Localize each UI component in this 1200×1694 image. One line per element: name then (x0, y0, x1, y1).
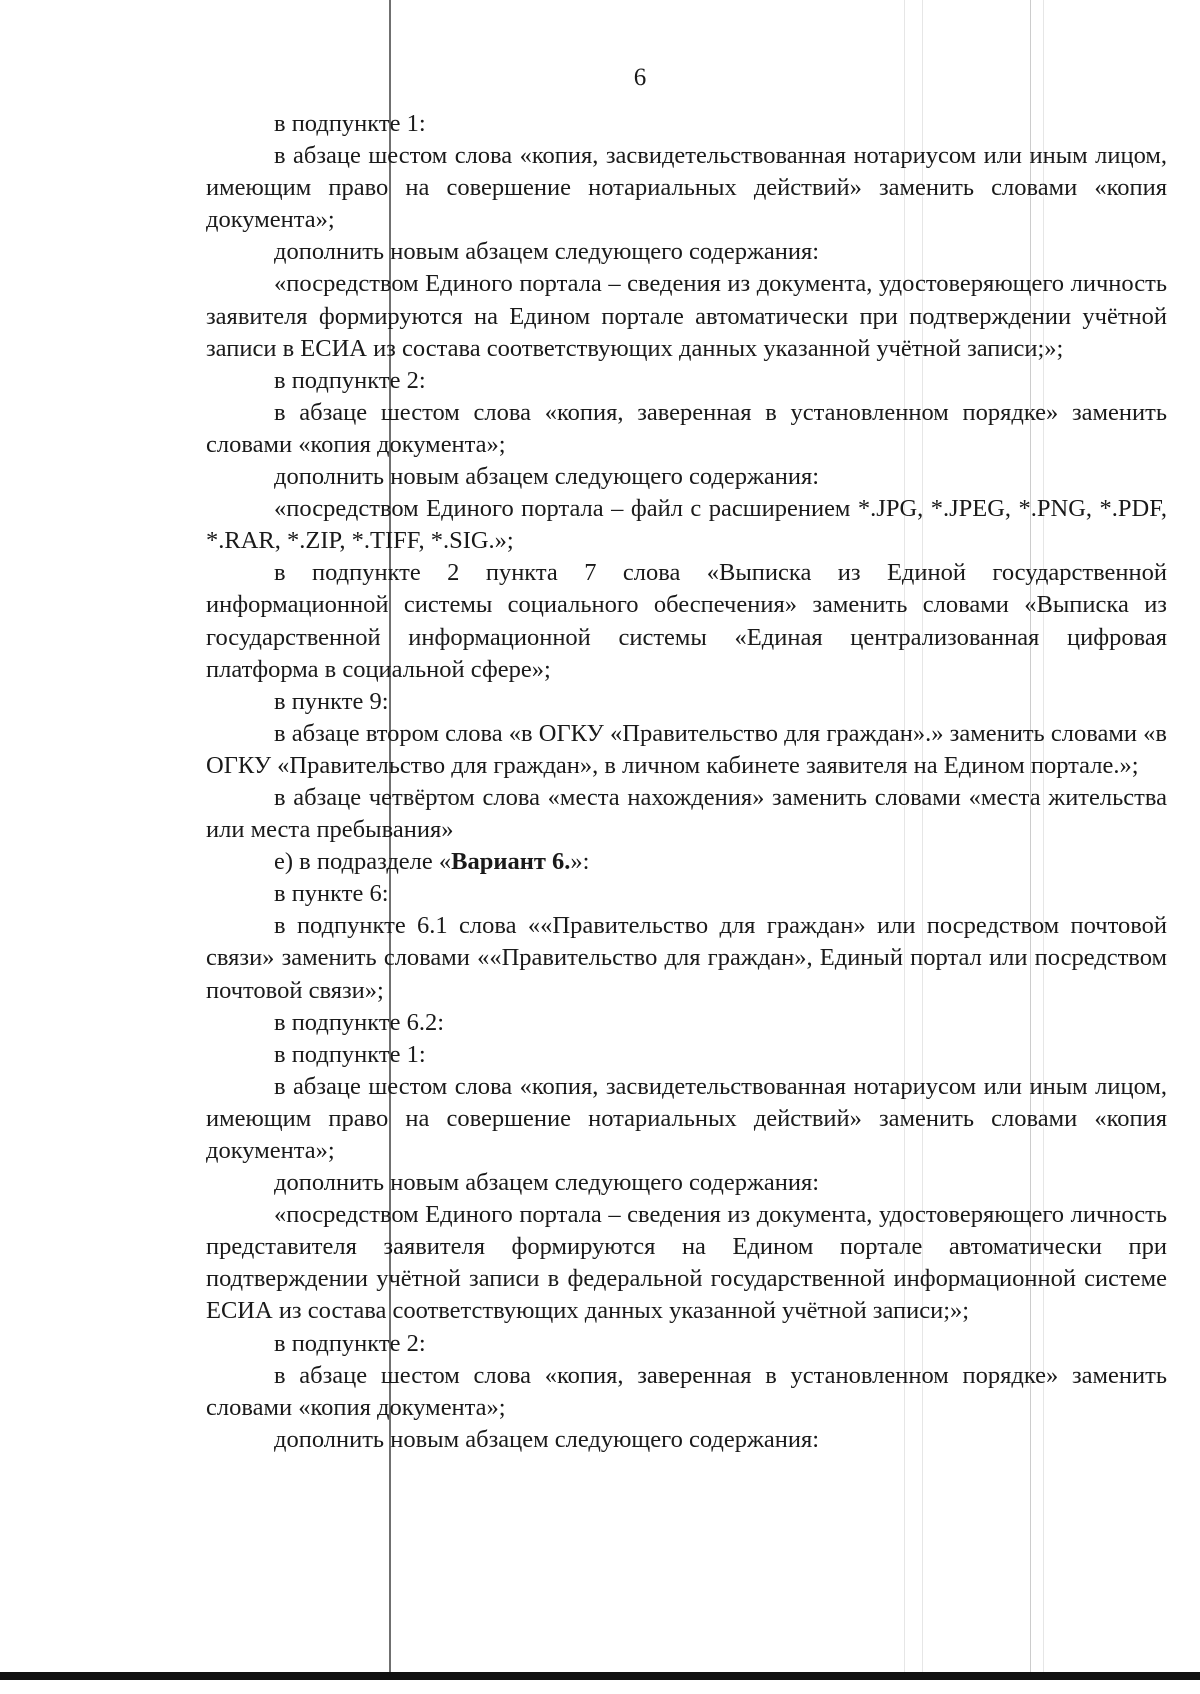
document-body (206, 108, 1167, 1456)
paragraph: в абзаце втором слова «в ОГКУ «Правительство для граждан».» заменить словами «в ОГКУ «Правительство для граждан», в личном кабинете заявителя на Едином портале.»; (206, 719, 1167, 779)
paragraph: «посредством Единого портала – сведения из документа, удостоверяющего личность заявителя формируются на Едином портале автоматически при подтверждении учётной записи в ЕСИА из состава соответствующих данных указанной учётной записи;»; (206, 270, 1167, 362)
paragraph: в подпункте 2: (274, 1329, 426, 1357)
paragraph: «посредством Единого портала – файл с расширением *.JPG, *.JPEG, *.PNG, *.PDF, *.RAR, *.ZIP, *.TIFF, *.SIG.»; (206, 495, 1167, 555)
paragraph: в абзаце шестом слова «копия, засвидетельствованная нотариусом или иным лицом, имеющим право на совершение нотариальных действий» заменить словами «копия документа»; (206, 1072, 1167, 1164)
scan-bottom-edge (0, 1672, 1200, 1680)
paragraph: в подпункте 1: (274, 110, 426, 137)
page-number: 6 (633, 64, 647, 91)
paragraph: в абзаце четвёртом слова «места нахождения» заменить словами «места жительства или места пребывания» (206, 783, 1167, 844)
paragraph: в подпункте 6.1 слова ««Правительство для граждан» или посредством почтовой связи» заменить словами ««Правительство для граждан», Единый портал или посредством почтовой связи»; (206, 912, 1167, 1004)
paragraph: дополнить новым абзацем следующего содержания: (274, 1425, 820, 1453)
subsection-prefix: е) в подразделе « (274, 848, 452, 876)
paragraph: в подпункте 2 пункта 7 слова «Выписка из Единой государственной информационной системы социального обеспечения» заменить словами «Выписка из государственной информационной системы «Единая централизованная цифровая платформа в социальной сфере»; (206, 559, 1167, 683)
subsection-title: Вариант 6. (451, 848, 571, 876)
paragraph: дополнить новым абзацем следующего содержания: (274, 238, 820, 266)
paragraph: дополнить новым абзацем следующего содержания: (274, 1169, 820, 1197)
paragraph: «посредством Единого портала – сведения из документа, удостоверяющего личность представителя заявителя формируются на Едином портале автоматически при подтверждении учётной записи в федеральной государственной информационной системе ЕСИА из состава соответствующих данных указанной учётной записи;»; (206, 1201, 1167, 1325)
paragraph: в подпункте 1: (274, 1040, 426, 1068)
paragraph: дополнить новым абзацем следующего содержания: (274, 463, 820, 491)
paragraph: в пункте 9: (274, 687, 389, 715)
paragraph: в абзаце шестом слова «копия, заверенная в установленном порядке» заменить словами «копия документа»; (206, 398, 1167, 458)
paragraph: в подпункте 2: (274, 366, 426, 394)
subsection-suffix: »: (570, 848, 590, 876)
paragraph: в абзаце шестом слова «копия, заверенная в установленном порядке» заменить словами «копия документа»; (206, 1361, 1167, 1421)
paragraph: в пункте 6: (274, 880, 389, 908)
paragraph: в подпункте 6.2: (274, 1008, 445, 1036)
subsection-heading (206, 846, 1167, 878)
paragraph: в абзаце шестом слова «копия, засвидетельствованная нотариусом или иным лицом, имеющим право на совершение нотариальных действий» заменить словами «копия документа»; (206, 142, 1167, 234)
